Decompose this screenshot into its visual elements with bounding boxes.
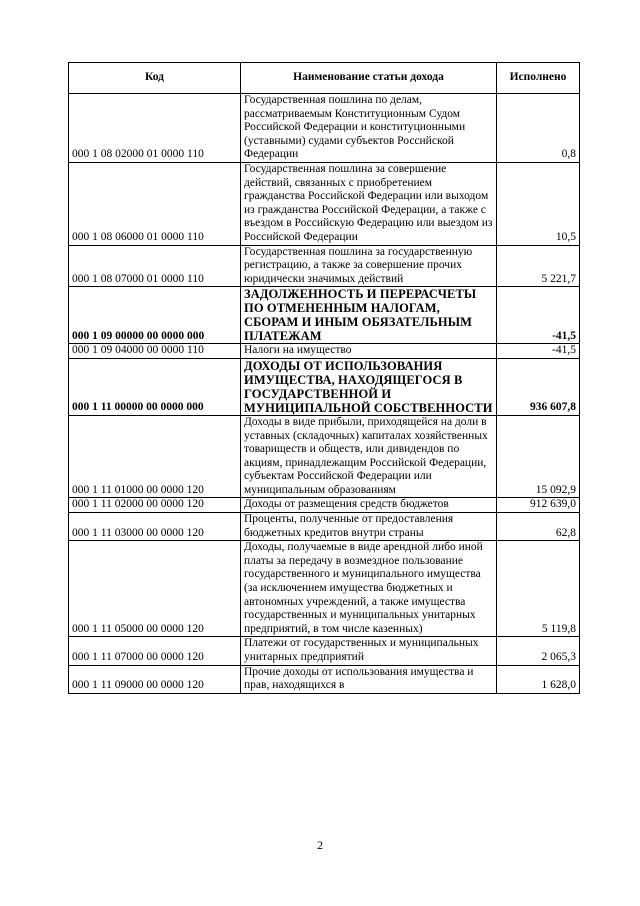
table-row — [69, 637, 580, 665]
table-row — [69, 358, 580, 415]
row-code: 000 1 09 00000 00 0000 000 — [69, 287, 241, 344]
table-row — [69, 162, 580, 245]
table-row — [69, 498, 580, 513]
row-value: -41,5 — [497, 287, 580, 344]
row-code: 000 1 11 02000 00 0000 120 — [69, 498, 241, 513]
row-value: 912 639,0 — [497, 498, 580, 513]
row-code: 000 1 11 09000 00 0000 120 — [69, 665, 241, 693]
row-value: 10,5 — [497, 162, 580, 245]
row-name: Прочие доходы от использования имущества и прав, находящихся в — [241, 665, 497, 693]
table-row — [69, 344, 580, 359]
row-code: 000 1 08 07000 01 0000 110 — [69, 245, 241, 287]
row-code: 000 1 11 00000 00 0000 000 — [69, 358, 241, 415]
table-row — [69, 541, 580, 637]
table-row — [69, 245, 580, 287]
row-value: 62,8 — [497, 513, 580, 541]
row-name: Налоги на имущество — [241, 344, 497, 359]
table-row — [69, 513, 580, 541]
table-row — [69, 415, 580, 498]
row-name: Государственная пошлина за совершение действий, связанных с приобретением гражданства Российской Федерации или выходом из гражданства Российской Федерации, а также с въездом в Российскую Федерацию или выездом из Российской Федерации — [241, 162, 497, 245]
row-name: Проценты, полученные от предоставления бюджетных кредитов внутри страны — [241, 513, 497, 541]
row-value: 936 607,8 — [497, 358, 580, 415]
table-row — [69, 665, 580, 693]
row-name: Доходы, получаемые в виде арендной либо иной платы за передачу в возмездное пользование государственного и муниципального имущества (за исключением имущества бюджетных и автономных учреждений, а также имущества государственных и муниципальных унитарных предприятий, в том числе казенных) — [241, 541, 497, 637]
row-value: 0,8 — [497, 94, 580, 163]
table-row — [69, 94, 580, 163]
row-name: Доходы от размещения средств бюджетов — [241, 498, 497, 513]
header-name: Наименование статьи дохода — [241, 63, 497, 94]
revenue-table — [68, 62, 580, 694]
row-code: 000 1 08 02000 01 0000 110 — [69, 94, 241, 163]
row-code: 000 1 11 07000 00 0000 120 — [69, 637, 241, 665]
row-name: ДОХОДЫ ОТ ИСПОЛЬЗОВАНИЯ ИМУЩЕСТВА, НАХОДЯЩЕГОСЯ В ГОСУДАРСТВЕННОЙ И МУНИЦИПАЛЬНОЙ СОБСТВЕННОСТИ — [241, 358, 497, 415]
table-header-row — [69, 63, 580, 94]
row-code: 000 1 08 06000 01 0000 110 — [69, 162, 241, 245]
row-value: 2 065,3 — [497, 637, 580, 665]
row-name: Государственная пошлина за государственную регистрацию, а также за совершение прочих юридически значимых действий — [241, 245, 497, 287]
row-name: ЗАДОЛЖЕННОСТЬ И ПЕРЕРАСЧЕТЫ ПО ОТМЕНЕННЫМ НАЛОГАМ, СБОРАМ И ИНЫМ ОБЯЗАТЕЛЬНЫМ ПЛАТЕЖАМ — [241, 287, 497, 344]
row-value: 1 628,0 — [497, 665, 580, 693]
row-name: Доходы в виде прибыли, приходящейся на доли в уставных (складочных) капиталах хозяйственных товариществ и обществ, или дивидендов по акциям, принадлежащим Российской Федерации, субъектам Российской Федерации или муниципальным образованиям — [241, 415, 497, 498]
row-code: 000 1 11 03000 00 0000 120 — [69, 513, 241, 541]
row-name: Платежи от государственных и муниципальных унитарных предприятий — [241, 637, 497, 665]
header-executed: Исполнено — [497, 63, 580, 94]
header-code: Код — [69, 63, 241, 94]
row-name: Государственная пошлина по делам, рассматриваемым Конституционным Судом Российской Федерации и конституционными (уставными) судами субъектов Российской Федерации — [241, 94, 497, 163]
row-value: -41,5 — [497, 344, 580, 359]
table-body — [69, 94, 580, 694]
page-number: 2 — [317, 838, 323, 852]
row-value: 5 119,8 — [497, 541, 580, 637]
row-code: 000 1 09 04000 00 0000 110 — [69, 344, 241, 359]
row-code: 000 1 11 01000 00 0000 120 — [69, 415, 241, 498]
table-row — [69, 287, 580, 344]
row-value: 5 221,7 — [497, 245, 580, 287]
row-code: 000 1 11 05000 00 0000 120 — [69, 541, 241, 637]
row-value: 15 092,9 — [497, 415, 580, 498]
